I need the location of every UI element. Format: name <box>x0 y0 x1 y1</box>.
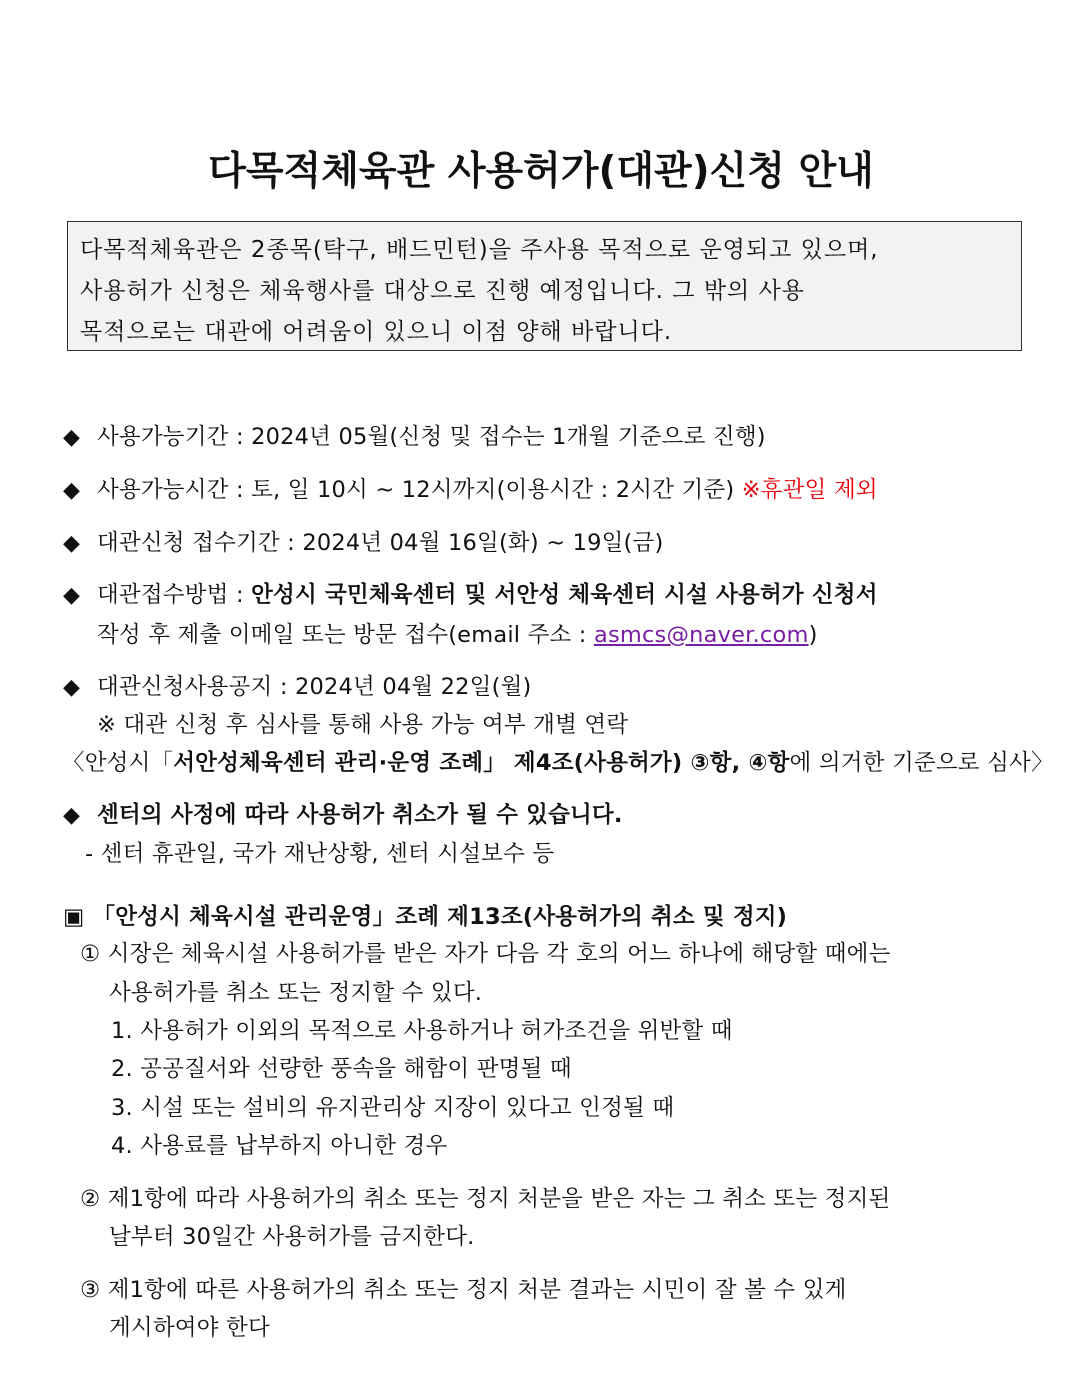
ordinance-para-2: ② 제1항에 따라 사용허가의 취소 또는 정지 처분을 받은 자는 그 취소 또는 정지된 <box>80 1186 891 1212</box>
ordinance-para-3-cont: 게시하여야 한다 <box>109 1315 270 1341</box>
item-method: ◆ 대관접수방법 : 안성시 국민체육센터 및 서안성 체육센터 시설 사용허가 신청서 <box>63 582 878 608</box>
ordinance-para-2-cont: 날부터 30일간 사용허가를 금지한다. <box>109 1224 475 1250</box>
item-method-line2: 작성 후 제출 이메일 또는 방문 접수(email 주소 : asmcs@naver.com) <box>97 622 818 648</box>
item-announce-note: ※ 대관 신청 후 심사를 통해 사용 가능 여부 개별 연락 <box>97 712 629 738</box>
page-title: 다목적체육관 사용허가(대관)신청 안내 <box>208 149 874 194</box>
ordinance-para-3: ③ 제1항에 따른 사용허가의 취소 또는 정지 처분 결과는 시민이 잘 볼 수 있게 <box>80 1277 847 1303</box>
notice-line: 목적으로는 대관에 어려움이 있으니 이점 양해 바랍니다. <box>80 319 673 345</box>
ordinance-para-1: ① 시장은 체육시설 사용허가를 받은 자가 다음 각 호의 어느 하나에 해당할 때에는 <box>80 941 891 967</box>
notice-box <box>67 221 1022 351</box>
diamond-bullet-icon: ◆ <box>63 478 81 503</box>
item-cancel: ◆ 센터의 사정에 따라 사용허가 취소가 될 수 있습니다. <box>63 802 623 828</box>
ordinance-sub-item: 2. 공공질서와 선량한 풍속을 해함이 판명될 때 <box>111 1056 572 1082</box>
diamond-bullet-icon: ◆ <box>63 425 81 450</box>
notice-line: 다목적체육관은 2종목(탁구, 배드민턴)을 주사용 목적으로 운영되고 있으며, <box>80 237 879 263</box>
item-basis: 〈안성시「서안성체육센터 관리·운영 조례」 제4조(사용허가) ③항, ④항에 의거한 기준으로 심사〉 <box>62 750 1054 776</box>
email-link[interactable]: asmcs@naver.com <box>593 622 809 648</box>
ordinance-sub-item: 1. 사용허가 이외의 목적으로 사용하거나 허가조건을 위반할 때 <box>111 1018 733 1044</box>
ordinance-sub-item: 4. 사용료를 납부하지 아니한 경우 <box>111 1133 448 1159</box>
item-cancel-sub: - 센터 휴관일, 국가 재난상황, 센터 시설보수 등 <box>85 841 555 867</box>
ordinance-para-1-cont: 사용허가를 취소 또는 정지할 수 있다. <box>109 980 483 1006</box>
notice-line: 사용허가 신청은 체육행사를 대상으로 진행 예정입니다. 그 밖의 사용 <box>80 278 805 304</box>
item-reception-period: ◆ 대관신청 접수기간 : 2024년 04월 16일(화) ~ 19일(금) <box>63 530 664 556</box>
ordinance-heading: ▣ 「안성시 체육시설 관리운영」조례 제13조(사용허가의 취소 및 정지) <box>63 904 788 930</box>
item-time: ◆ 사용가능시간 : 토, 일 10시 ~ 12시까지(이용시간 : 2시간 기준) ※휴관일 제외 <box>63 477 878 503</box>
diamond-bullet-icon: ◆ <box>63 531 81 556</box>
closed-day-note: ※휴관일 제외 <box>741 477 878 503</box>
item-period: ◆ 사용가능기간 : 2024년 05월(신청 및 접수는 1개월 기준으로 진행) <box>63 424 766 450</box>
diamond-bullet-icon: ◆ <box>63 675 81 700</box>
diamond-bullet-icon: ◆ <box>63 803 81 828</box>
item-announce: ◆ 대관신청사용공지 : 2024년 04월 22일(월) <box>63 674 532 700</box>
diamond-bullet-icon: ◆ <box>63 583 81 608</box>
square-bullet-icon: ▣ <box>63 904 85 930</box>
ordinance-sub-item: 3. 시설 또는 설비의 유지관리상 지장이 있다고 인정될 때 <box>111 1095 675 1121</box>
